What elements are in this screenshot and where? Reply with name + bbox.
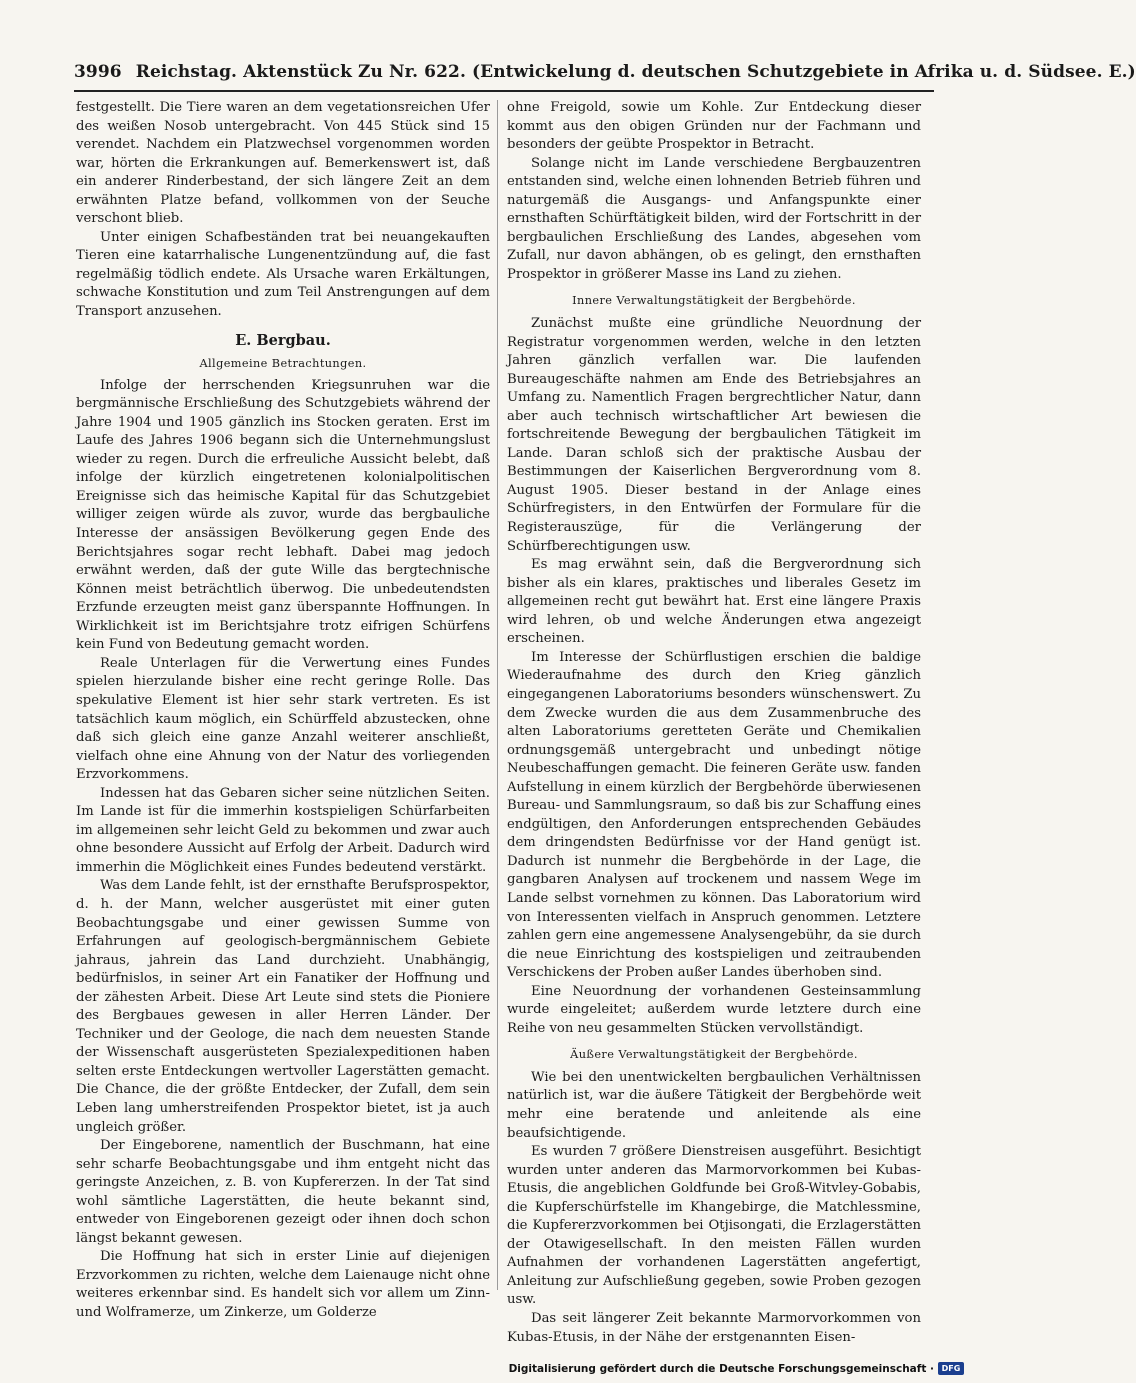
credit-text: Digitalisierung gefördert durch die Deutsche Forschungsgemeinschaft ·	[508, 1362, 934, 1375]
right-column	[507, 99, 921, 1347]
left-column	[76, 99, 490, 1323]
page-number: 3996	[74, 62, 122, 82]
page-header	[74, 62, 1136, 82]
subsection-title: Allgemeine Betrachtungen.	[199, 357, 367, 371]
subsection-title: Innere Verwaltungstätigkeit der Bergbehörde.	[572, 294, 856, 308]
paragraph: Was dem Lande fehlt, ist der ernsthafte Berufsprospektor, d. h. der Mann, welcher ausgerüstet mit einer guten Beobachtungsgabe und einer gewissen Summe von Erfahrungen auf geologisch-bergmännischem Gebiete jahraus, jahrein das Land durchzieht. Unabhängig, bedürfnislos, in seiner Art ein Fanatiker der Hoffnung und der zähesten Arbeit. Diese Art Leute sind stets die Pioniere des Bergbaues gewesen in aller Herren Länder. Der Techniker und der Geologe, die nach dem neuesten Stande der Wissenschaft ausgerüsteten Spezialexpeditionen haben selten erste Entdeckungen wertvoller Lagerstätten gemacht. Die Chance, die der größte Entdecker, der Zufall, dem sein Leben lang umherstreifenden Prospektor bietet, ist ja auch ungleich größer.	[76, 878, 490, 1135]
running-title: Reichstag. Aktenstück Zu Nr. 622. (Entwickelung d. deutschen Schutzgebiete in Afrika u. d. Südsee. E.)	[135, 62, 1136, 82]
paragraph: Es mag erwähnt sein, daß die Bergverordnung sich bisher als ein klares, praktisches und liberales Gesetz im allgemeinen recht gut bewährt hat. Erst eine längere Praxis wird lehren, ob und welche Änderungen etwa angezeigt erscheinen.	[507, 557, 921, 647]
section-title: E. Bergbau.	[235, 331, 331, 349]
paragraph: Der Eingeborene, namentlich der Buschmann, hat eine sehr scharfe Beobachtungsgabe und ihm entgeht nicht das geringste Anzeichen, z. B. von Kupfererzen. In der Tat sind wohl sämtliche Lagerstätten, die heute bekannt sind, entweder von Eingeborenen gezeigt oder ihnen doch schon längst bekannt gewesen.	[76, 1138, 490, 1246]
paragraph: Reale Unterlagen für die Verwertung eines Fundes spielen hierzulande bisher eine recht geringe Rolle. Das spekulative Element ist hier sehr stark vertreten. Es ist tatsächlich kaum möglich, ein Schürffeld abzustecken, ohne daß sich gleich eine ganze Anzahl weiterer anschließt, vielfach ohne eine Ahnung von der Natur des vorliegenden Erzvorkommens.	[76, 655, 490, 783]
paragraph: ohne Freigold, sowie um Kohle. Zur Entdeckung dieser kommt aus den obigen Gründen nur der Fachmann und besonders der geübte Prospektor in Betracht.	[507, 100, 921, 153]
paragraph: Indessen hat das Gebaren sicher seine nützlichen Seiten. Im Lande ist für die immerhin kostspieligen Schürfarbeiten im allgemeinen sehr leicht Geld zu bekommen und zwar auch ohne besondere Aussicht auf Erfolg der Arbeit. Dadurch wird immerhin die Möglichkeit eines Fundes bedeutend verstärkt.	[76, 785, 490, 875]
paragraph: Eine Neuordnung der vorhandenen Gesteinsammlung wurde eingeleitet; außerdem wurde letztere durch eine Reihe von neu gesammelten Stücken vervollständigt.	[507, 983, 921, 1036]
paragraph: Zunächst mußte eine gründliche Neuordnung der Registratur vorgenommen werden, welche in den letzten Jahren gänzlich verfallen war. Die laufenden Bureaugeschäfte nahmen am Ende des Betriebsjahres an Umfang zu. Namentlich Fragen bergrechtlicher Natur, dann aber auch technisch wirtschaftlicher Art bewiesen die fortschreitende Bewegung der bergbaulichen Tätigkeit im Lande. Daran schloß sich der praktische Ausbau der Bestimmungen der Kaiserlichen Bergverordnung vom 8. August 1905. Dieser bestand in der Anlage eines Schürfregisters, in den Entwürfen der Formulare für die Registerauszüge, für die Verlängerung der Schürfberechtigungen usw.	[507, 316, 921, 554]
paragraph: Im Interesse der Schürflustigen erschien die baldige Wiederaufnahme des durch den Krieg gänzlich eingegangenen Laboratoriums besonders wünschenswert. Zu dem Zwecke wurden die aus dem Zusammenbruche des alten Laboratoriums geretteten Geräte und Chemikalien ordnungsgemäß untergebracht und unbedingt nötige Neubeschaffungen gemacht. Die feineren Geräte usw. fanden Aufstellung in einem kürzlich der Bergbehörde überwiesenen Bureau- und Sammlungsraum, so daß bis zur Schaffung eines endgültigen, den Anforderungen entsprechenden Gebäudes dem dringendsten Bedürfnisse vor der Hand genügt ist. Dadurch ist nunmehr die Bergbehörde in der Lage, die gangbaren Analysen auf trockenem und nassem Wege im Lande selbst vornehmen zu können. Das Laboratorium wird von Interessenten vielfach in Anspruch genommen. Letztere zahlen gern eine angemessene Analysengebühr, da sie durch die neue Einrichtung des kostspieligen und zeitraubenden Verschickens der Proben außer Landes überhoben sind.	[507, 649, 921, 981]
header-rule	[74, 90, 934, 92]
dfg-logo: DFG	[938, 1362, 964, 1375]
paragraph: Unter einigen Schafbeständen trat bei neuangekauften Tieren eine katarrhalische Lungenentzündung auf, die fast regelmäßig tödlich endete. Als Ursache waren Erkältungen, schwache Konstitution und zum Teil Anstrengungen auf dem Transport anzusehen.	[76, 229, 490, 320]
paragraph: Solange nicht im Lande verschiedene Bergbauzentren entstanden sind, welche einen lohnenden Betrieb führen und naturgemäß die Ausgangs- und Anfangspunkte einer ernsthaften Schürftätigkeit bilden, wird der Fortschritt in der bergbaulichen Erschließung des Landes, abgesehen vom Zufall, nur davon abhängen, ob es gelingt, den ernsthaften Prospektor in größerer Masse ins Land zu ziehen.	[507, 155, 921, 282]
paragraph: Die Hoffnung hat sich in erster Linie auf diejenigen Erzvorkommen zu richten, welche dem Laienauge nicht ohne weiteres erkennbar sind. Es handelt sich vor allem um Zinn- und Wolframerze, um Zinkerze, um Golderze	[76, 1249, 490, 1320]
paragraph: Es wurden 7 größere Dienstreisen ausgeführt. Besichtigt wurden unter anderen das Marmorvorkommen bei Kubas-Etusis, die angeblichen Goldfunde bei Groß-Witvley-Gobabis, die Kupferschürfstelle im Khangebirge, die Matchlessmine, die Kupfererzvorkommen bei Otjisongati, die Erzlagerstätten der Otawigesellschaft. In den meisten Fällen wurden Aufnahmen der vorhandenen Lagerstätten angefertigt, Anleitung zur Aufschließung gegeben, sowie Proben gezogen usw.	[507, 1144, 921, 1308]
paragraph: festgestellt. Die Tiere waren an dem vegetationsreichen Ufer des weißen Nosob untergebracht. Von 445 Stück sind 15 verendet. Nachdem ein Platzwechsel vorgenommen worden war, hörten die Erkrankungen auf. Bemerkenswert ist, daß ein anderer Rinderbestand, der sich längere Zeit an dem erwähnten Platze befand, vollkommen von der Seuche verschont blieb.	[76, 100, 490, 227]
digitization-credit	[509, 1362, 964, 1375]
subsection-title: Äußere Verwaltungstätigkeit der Bergbehörde.	[570, 1048, 858, 1062]
column-divider	[497, 100, 498, 1290]
paragraph: Wie bei den unentwickelten bergbaulichen Verhältnissen natürlich ist, war die äußere Tätigkeit der Bergbehörde weit mehr eine beratende und anleitende als eine beaufsichtigende.	[507, 1069, 921, 1141]
paragraph: Infolge der herrschenden Kriegsunruhen war die bergmännische Erschließung des Schutzgebiets während der Jahre 1904 und 1905 gänzlich ins Stocken geraten. Erst im Laufe des Jahres 1906 begann sich die Unternehmungslust wieder zu regen. Durch die erfreuliche Aussicht belebt, daß infolge der kürzlich eingetretenen kolonialpolitischen Ereignisse sich das heimische Kapital für das Schutzgebiet williger zeigen würde als zuvor, wurde das bergbauliche Interesse der ansässigen Bevölkerung gegen Ende des Berichtsjahres sogar recht lebhaft. Dabei mag jedoch erwähnt werden, daß der gute Wille das bergtechnische Können meist beträchtlich überwog. Die unbedeutendsten Erzfunde erzeugten meist ganz überspannte Hoffnungen. In Wirklichkeit ist im Berichtsjahre trotz eifrigen Schürfens kein Fund von Bedeutung gemacht worden.	[76, 377, 490, 653]
paragraph: Das seit längerer Zeit bekannte Marmorvorkommen von Kubas-Etusis, in der Nähe der erstgenannten Eisen-	[507, 1311, 921, 1345]
